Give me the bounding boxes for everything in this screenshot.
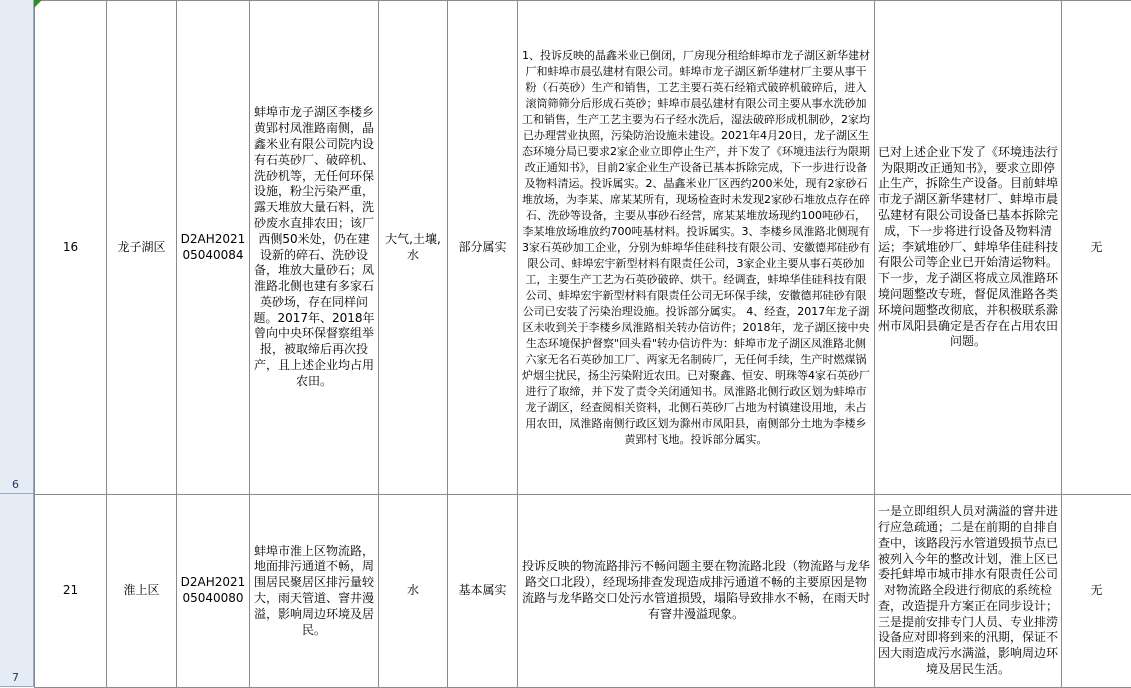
verdict-cell[interactable]: 部分属实 [448, 1, 518, 495]
row-number-label: 7 [12, 671, 19, 684]
row-header-6[interactable] [0, 0, 34, 494]
pollution-type-cell[interactable]: 水 [379, 495, 448, 688]
rectification-cell[interactable]: 已对上述企业下发了《环境违法行为限期改正通知书》，要求立即停止生产，拆除生产设备。目前蚌埠市龙子湖区新华建材厂、蚌埠市晨弘建材有限公司设备已基本拆除完成，下一步将进行设备及物料清运；李斌堆砂厂、蚌埠华佳硅科技有限公司等企业已开始清运物料。下一步，龙子湖区将成立凤淮路环境问题整改专班，督促凤淮路各类环境问题整改彻底，并积极联系滁州市凤阳县确定是否存在占用农田问题。 [875, 1, 1062, 495]
cell-comment-marker [34, 0, 42, 8]
findings-cell[interactable]: 1、投诉反映的晶鑫米业已倒闭，厂房现分租给蚌埠市龙子湖区新华建材厂和蚌埠市晨弘建材有限公司。蚌埠市龙子湖区新华建材厂主要从事干粉（石英砂）生产和销售，工艺主要石英石经箱式破碎机破碎后，进入滚筒筛筛分后形成石英砂；蚌埠市晨弘建材有限公司主要从事水洗砂加工和销售，生产工艺主要为石子经水洗后，湿法破碎形成机制砂，2家均已办理营业执照，污染防治设施未建设。2021年4月20日，龙子湖区生态环境分局已要求2家企业立即停止生产，并下发了《环境违法行为限期改正通知书》，目前2家企业生产设备已基本拆除完成，下一步进行设备及物料清运。投诉属实。2、晶鑫米业厂区西约200米处，现有2家砂石堆放场，为李某、席某某所有，现场检查时未发现2家砂石堆放点存在碎石、洗砂等设备，主要从事砂石经营，席某某堆放场现约100吨砂石，李某堆放场堆放约700吨基材料。投诉属实。3、李楼乡凤淮路北侧现有3家石英砂加工企业，分别为蚌埠华佳硅科技有限公司、安徽德邦硅砂有限公司、蚌埠宏宇新型材料有限责任公司，3家企业主要从事石英砂加工，主要生产工艺为石英砂破碎、烘干。经调查，蚌埠华佳硅科技有限公司、蚌埠宏宇新型材料有限责任公司无环保手续，安徽德邦硅砂有限公司已安装了污染治理设施。投诉部分属实。 4、经查，2017年龙子湖区未收到关于李楼乡凤淮路相关转办信访件；2018年，龙子湖区接中央生态环境保护督察"回头看"转办信访件为：蚌埠市龙子湖区凤淮路北侧六家无名石英砂加工厂、两家无名制砖厂，无任何手续，生产时燃煤锅炉烟尘扰民，扬尘污染附近农田。已对聚鑫、恒安、明珠等4家石英砂厂进行了取缔，并下发了责令关闭通知书。凤淮路北侧行政区划为蚌埠市龙子湖区，经查阅相关资料，北侧石英砂厂占地为村镇建设用地，未占用农田，凤淮路南侧行政区划为滁州市凤阳县，南侧部分土地为李楼乡黄郢村飞地。投诉部分属实。 [518, 1, 875, 495]
complaint-cell[interactable]: 蚌埠市龙子湖区李楼乡黄郢村凤淮路南侧，晶鑫米业有限公司院内设有石英砂厂、破碎机、洗砂机等，无任何环保设施，粉尘污染严重，露天堆放大量石料，洗砂废水直排农田；该厂西侧50米处，仍在建设新的碎石、洗砂设备，堆放大量砂石；凤淮路北侧也建有多家石英砂场，存在同样问题。2017年、2018年曾向中央环保督察组举报，被取缔后再次投产，且上述企业均占用农田。 [250, 1, 379, 495]
accountability-cell[interactable]: 无 [1062, 495, 1131, 688]
table-row [35, 1, 1131, 495]
row-header-7[interactable] [0, 494, 34, 687]
pollution-type-cell[interactable]: 大气,土壤,水 [379, 1, 448, 495]
district-cell[interactable]: 龙子湖区 [107, 1, 177, 495]
complaint-table [34, 0, 1131, 688]
seq-cell[interactable]: 16 [35, 1, 107, 495]
accountability-cell[interactable]: 无 [1062, 1, 1131, 495]
complaint-cell[interactable]: 蚌埠市淮上区物流路，地面排污通道不畅，周围居民聚居区排污量较大，雨天管道、窨井漫溢，影响周边环境及居民。 [250, 495, 379, 688]
verdict-cell[interactable]: 基本属实 [448, 495, 518, 688]
row-number-label: 6 [12, 478, 19, 491]
district-cell[interactable]: 淮上区 [107, 495, 177, 688]
id-cell[interactable]: D2AH202105040084 [177, 1, 250, 495]
table-row [35, 495, 1131, 688]
id-cell[interactable]: D2AH202105040080 [177, 495, 250, 688]
seq-cell[interactable]: 21 [35, 495, 107, 688]
findings-cell[interactable]: 投诉反映的物流路排污不畅问题主要在物流路北段（物流路与龙华路交口北段），经现场排查发现造成排污通道不畅的主要原因是物流路与龙华路交口处污水管道损毁，塌陷导致排水不畅，在雨天时有窨井漫溢现象。 [518, 495, 875, 688]
rectification-cell[interactable]: 一是立即组织人员对满溢的窨井进行应急疏通；二是在前期的自排自查中，该路段污水管道毁损节点已被列入今年的整改计划，淮上区已委托蚌埠市城市排水有限责任公司对物流路全段进行彻底的系统检查，改造提升方案正在同步设计；三是提前安排专门人员、专业排涝设备应对即将到来的汛期，保证不因大雨造成污水满溢，影响周边环境及居民生活。 [875, 495, 1062, 688]
